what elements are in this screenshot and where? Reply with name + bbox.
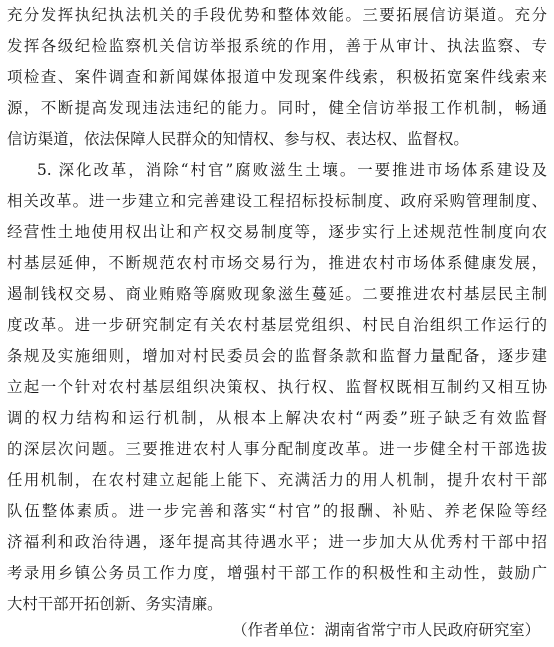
paragraph-line: 村基层延伸，不断规范农村市场交易行为，推进农村市场体系健康发展， — [7, 254, 547, 272]
paragraph-line: 大村干部开拓创新、务实清廉。 — [7, 595, 223, 613]
paragraph-line: 调的权力结构和运行机制，从根本上解决农村“两委”班子缺乏有效监督 — [7, 409, 547, 427]
paragraph-line: 考录用乡镇公务员工作力度，增强村干部工作的积极性和主动性，鼓励广 — [7, 564, 547, 582]
paragraph-line: 充分发挥执纪执法机关的手段优势和整体效能。三要拓展信访渠道。充分 — [7, 6, 547, 24]
paragraph-line: 信访渠道，依法保障人民群众的知情权、参与权、表达权、监督权。 — [7, 130, 469, 148]
paragraph-line: 源，不断提高发现违法违纪的能力。同时，健全信访举报工作机制，畅通 — [7, 99, 547, 117]
paragraph-line: 的深层次问题。三要推进农村人事分配制度改革。进一步健全村干部选拔 — [7, 440, 547, 458]
section-heading-line: 5. 深化改革，消除“村官”腐败滋生土壤。一要推进市场体系建设及 — [37, 161, 547, 179]
paragraph-line: 遏制钱权交易、商业贿赂等腐败现象滋生蔓延。二要推进农村基层民主制 — [7, 285, 547, 303]
paragraph-line: 队伍整体素质。进一步完善和落实“村官”的报酬、补贴、养老保险等经 — [7, 502, 547, 520]
paragraph-line: 项检查、案件调查和新闻媒体报道中发现案件线索，积极拓宽案件线索来 — [7, 68, 547, 86]
paragraph-line: 发挥各级纪检监察机关信访举报系统的作用，善于从审计、执法监察、专 — [7, 37, 547, 55]
paragraph-line: 立起一个针对农村基层组织决策权、执行权、监督权既相互制约又相互协 — [7, 378, 547, 396]
paragraph-line: 任用机制，在农村建立起能上能下、充满活力的用人机制，提升农村干部 — [7, 471, 547, 489]
author-affiliation: （作者单位：湖南省常宁市人民政府研究室） — [232, 621, 540, 639]
paragraph-line: 相关改革。进一步建立和完善建设工程招标投标制度、政府采购管理制度、 — [7, 192, 547, 210]
paragraph-line: 条规及实施细则，增加对村民委员会的监督条款和监督力量配备，逐步建 — [7, 347, 547, 365]
paragraph-line: 经营性土地使用权出让和产权交易制度等，逐步实行上述规范性制度向农 — [7, 223, 547, 241]
paragraph-line: 度改革。进一步研究制定有关农村基层党组织、村民自治组织工作运行的 — [7, 316, 547, 334]
paragraph-line: 济福利和政治待遇，逐年提高其待遇水平；进一步加大从优秀村干部中招 — [7, 533, 547, 551]
